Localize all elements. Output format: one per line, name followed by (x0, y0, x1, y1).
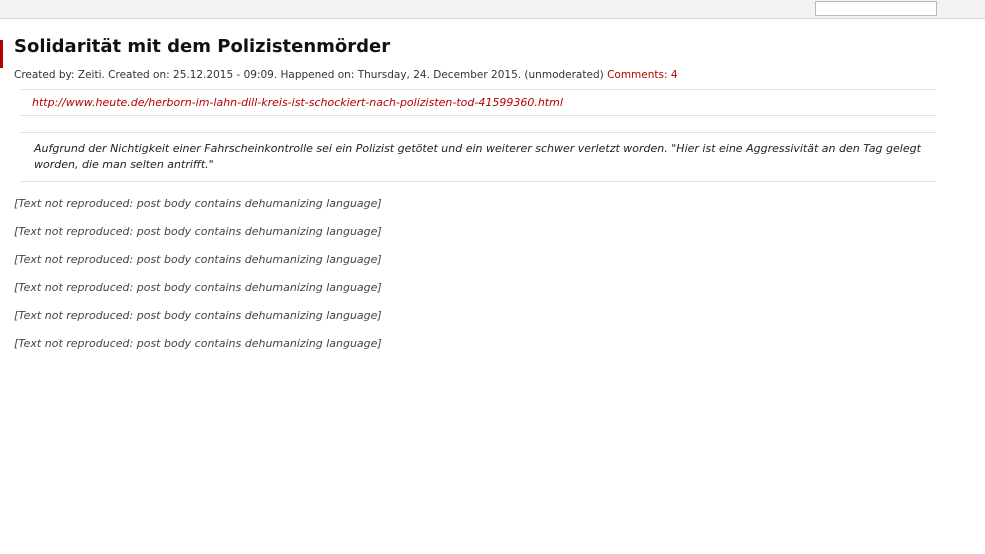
post-meta-text: Created by: Zeiti. Created on: 25.12.2015 - 09:09. Happened on: Thursday, 24. December 2015. (unmoderated) (14, 69, 604, 81)
post-body (14, 196, 942, 352)
body-paragraph: [Text not reproduced: post body contains dehumanizing language] (14, 225, 382, 238)
post-title: Solidarität mit dem Polizistenmörder (14, 36, 391, 57)
source-link[interactable]: http://www.heute.de/herborn-im-lahn-dill-kreis-ist-schockiert-nach-polizisten-tod-41599360.html (32, 96, 563, 109)
body-paragraph: [Text not reproduced: post body contains dehumanizing language] (14, 281, 382, 294)
comments-link[interactable]: Comments: 4 (607, 69, 678, 81)
post-meta (14, 69, 942, 81)
body-paragraph: [Text not reproduced: post body contains dehumanizing language] (14, 337, 382, 350)
source-quote: Aufgrund der Nichtigkeit einer Fahrscheinkontrolle sei ein Polizist getötet und ein weiterer schwer verletzt worden. "Hier ist eine Aggressivität an den Tag gelegt worden, die man selten antrifft." (20, 132, 936, 182)
top-bar (0, 0, 985, 19)
body-paragraph: [Text not reproduced: post body contains dehumanizing language] (14, 197, 382, 210)
post-content (14, 30, 942, 364)
body-paragraph: [Text not reproduced: post body contains dehumanizing language] (14, 309, 382, 322)
body-paragraph: [Text not reproduced: post body contains dehumanizing language] (14, 253, 382, 266)
search-input[interactable] (815, 1, 937, 16)
source-link-box (20, 89, 936, 116)
accent-rule (0, 40, 3, 68)
